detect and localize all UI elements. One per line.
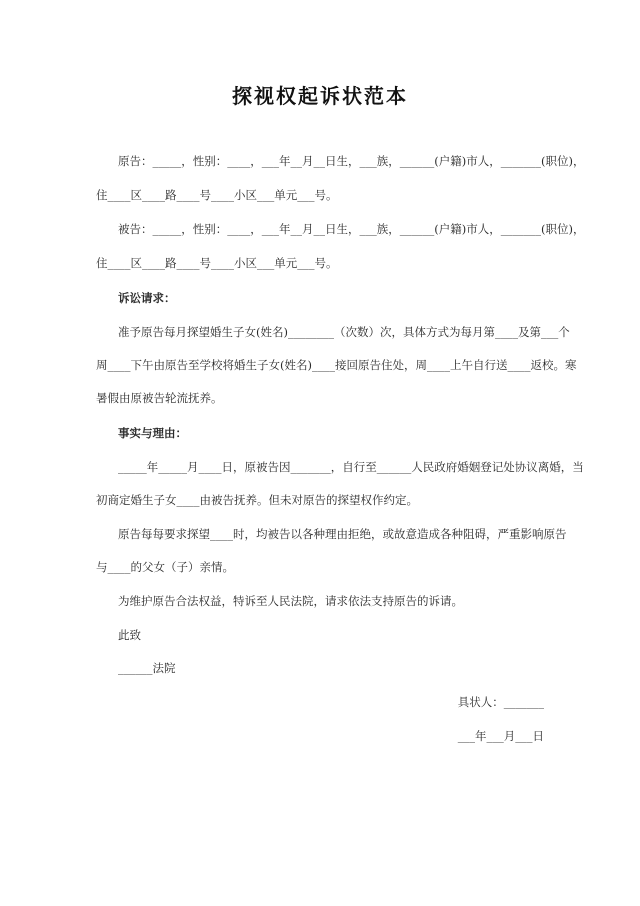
facts-p3: 为维护原告合法权益，特诉至人民法院，请求依法支持原告的诉请。	[118, 594, 463, 608]
plaintiff-info-line2: 住____区____路____号____小区___单元___号。	[96, 188, 338, 202]
claims-line2: 周____下午由原告至学校将婚生子女(姓名)____接回原告住处，周____上午自行送____返校。寒	[96, 358, 577, 372]
signer-line: 具状人：_______	[457, 695, 544, 709]
document-title: 探视权起诉状范本	[232, 84, 408, 108]
date-line: ___年___月___日	[457, 729, 544, 743]
facts-heading: 事实与理由：	[118, 426, 187, 440]
claims-heading: 诉讼请求：	[118, 291, 176, 305]
defendant-info-line2: 住____区____路____号____小区___单元___号。	[96, 256, 338, 270]
facts-p1-line2: 初商定婚生子女____由被告抚养。但未对原告的探望权作约定。	[96, 493, 418, 507]
court-name: ______法院	[118, 661, 176, 675]
plaintiff-info-line1: 原告：_____，性别：____，___年__月__日生，___族，______(户籍)市人，_______(职位)，	[118, 154, 585, 168]
facts-p2-line2: 与____的父女（子）亲情。	[96, 560, 234, 574]
defendant-info-line1: 被告：_____，性别：____，___年__月__日生，___族，______(户籍)市人，_______(职位)，	[118, 222, 585, 236]
claims-line3: 暑假由原被告轮流抚养。	[96, 391, 223, 405]
salutation: 此致	[118, 628, 141, 642]
facts-p2-line1: 原告每每要求探望____时，均被告以各种理由拒绝，或故意造成各种阻碍，严重影响原告	[118, 527, 567, 541]
facts-p1-line1: _____年_____月____日，原被告因_______，自行至______人民政府婚姻登记处协议离婚，当	[118, 460, 584, 474]
claims-line1: 准予原告每月探望婚生子女(姓名)________（次数）次，具体方式为每月第____及第___个	[118, 325, 570, 339]
